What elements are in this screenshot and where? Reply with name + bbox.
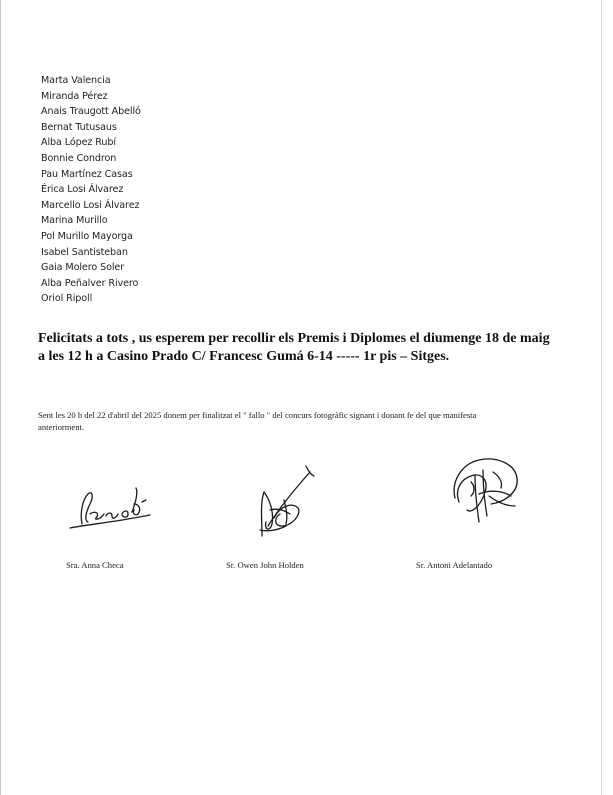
congratulations-paragraph [38,330,578,366]
signatory-name: Sr. Antoni Adelantado [416,560,493,570]
closing-statement-line-2: anteriorment. [38,422,85,432]
attendee-name: Isabel Santisteban [41,246,128,258]
attendee-name: Marina Murillo [41,215,108,227]
attendee-name: Bernat Tutusaus [41,121,117,133]
attendee-name: Marta Valencia [41,75,111,86]
attendee-name: Alba López Rubí [41,137,116,149]
attendee-name: Gaia Molero Soler [41,262,125,274]
attendee-name: Miranda Pérez [41,90,108,102]
page-right-border [601,0,602,795]
attendee-name: Oriol Ripoll [41,293,93,305]
congratulations-line-2: a les 12 h a Casino Prado C/ Francesc Gumá 6-14 ----- 1r pis – Sitges. [38,349,450,364]
attendee-name: Pau Martínez Casas [41,168,133,180]
attendee-name: Alba Peñalver Rivero [41,277,139,289]
signatory-name: Sr. Owen John Holden [226,560,304,570]
congratulations-line-1: Felicitats a tots , us esperem per recollir els Premis i Diplomes el diumenge 18 de maig [38,331,550,346]
attendee-name: Bonnie Condron [41,152,117,164]
attendee-name: Pol Murillo Mayorga [41,230,133,242]
signature-antoni-adelantado [445,452,525,524]
attendee-name: Érica Losi Álvarez [41,184,124,196]
attendee-name: Anais Traugott Abelló [41,106,141,118]
closing-statement-line-1: Sent les 20 h del 22 d'abril del 2025 donem per finalitzat el " fallo " del concurs fotogràfic signant i donant fe del que manifesta [38,410,477,420]
attendee-list [41,73,141,307]
signatory-name: Sra. Anna Checa [66,560,124,570]
page-left-border [0,0,1,795]
closing-statement [38,409,583,433]
signature-anna-checa [66,484,156,534]
attendee-name: Marcello Losi Álvarez [41,199,140,211]
signature-owen-john-holden [250,460,320,540]
